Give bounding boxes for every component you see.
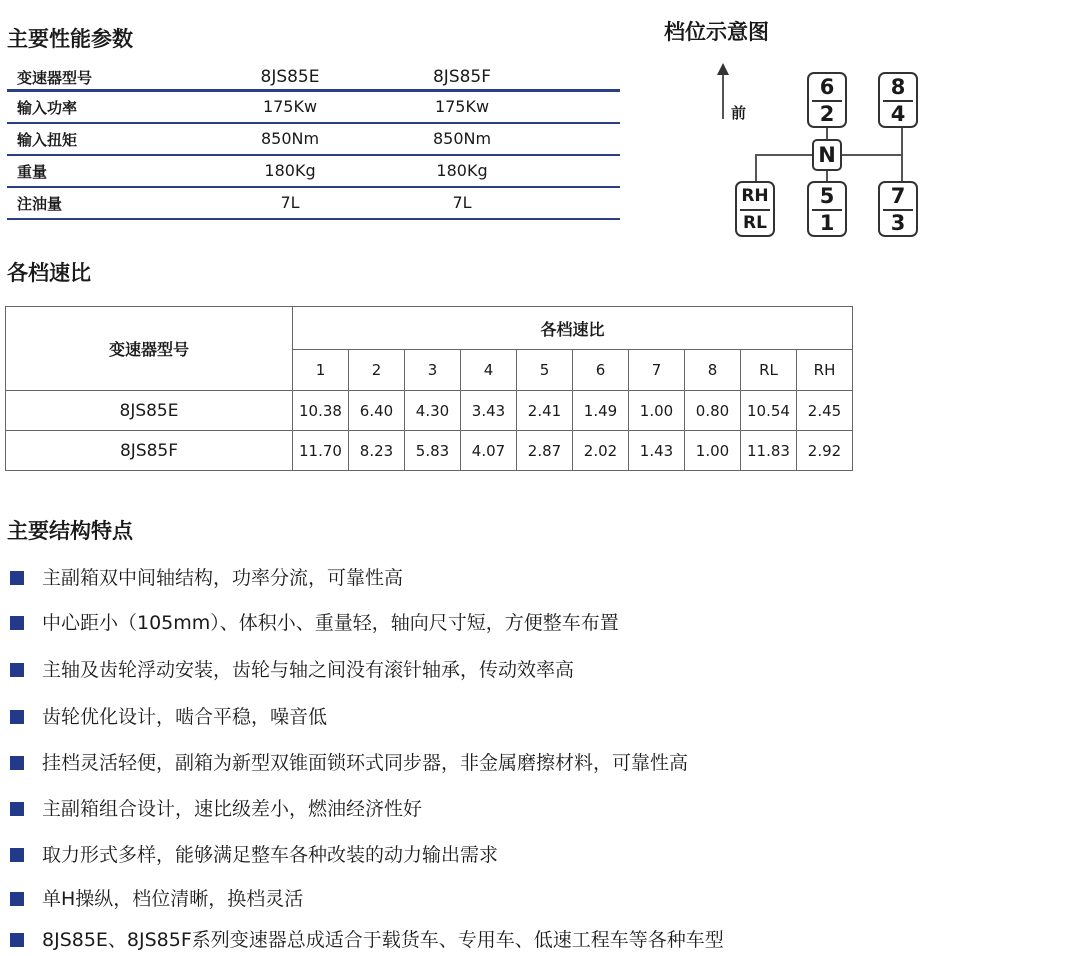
- gear-header: 8: [685, 350, 741, 391]
- gear-label: RH: [741, 186, 769, 206]
- spec-header-f: 8JS85F: [432, 67, 492, 87]
- ratio-cell: 6.40: [349, 391, 405, 431]
- gear-label: 7: [890, 184, 906, 208]
- bullet-square-icon: [10, 892, 24, 906]
- gate-line-left: [755, 154, 757, 182]
- spec-label: 重量: [17, 163, 48, 181]
- list-item: [10, 794, 422, 821]
- gear-label: 1: [819, 211, 835, 235]
- spec-header-row: [7, 62, 620, 92]
- gear-label: 3: [890, 211, 906, 235]
- spec-header-e: 8JS85E: [260, 67, 320, 87]
- gear-box-6-2: [807, 72, 847, 128]
- list-item: [10, 702, 327, 729]
- spec-row: [7, 92, 620, 124]
- gear-header: 7: [629, 350, 685, 391]
- ratio-cell: 10.38: [293, 391, 349, 431]
- feature-text: 取力形式多样，能够满足整车各种改装的动力输出需求: [42, 844, 499, 866]
- gear-box-8-4: [878, 72, 918, 128]
- list-item: [10, 840, 498, 867]
- gear-box-7-3: [878, 181, 918, 237]
- ratio-cell: 1.43: [629, 431, 685, 471]
- gear-header: RH: [797, 350, 853, 391]
- gear-header: 2: [349, 350, 405, 391]
- feature-text: 中心距小（105mm）、体积小、重量轻，轴向尺寸短，方便整车布置: [42, 612, 619, 634]
- spec-table: [7, 62, 620, 220]
- gear-label: 4: [890, 102, 906, 126]
- ratio-cell: 2.41: [517, 391, 573, 431]
- bullet-square-icon: [10, 616, 24, 630]
- spec-label: 输入扭矩: [17, 131, 78, 149]
- bullet-square-icon: [10, 571, 24, 585]
- spec-value-e: 7L: [280, 193, 300, 212]
- gear-box-rh-rl: [735, 181, 775, 237]
- gear-header: RL: [741, 350, 797, 391]
- ratio-group-header: 各档速比: [293, 307, 853, 350]
- list-item: [10, 608, 619, 635]
- gear-header: 4: [461, 350, 517, 391]
- spec-value-f: 7L: [452, 193, 472, 212]
- ratio-cell: 10.54: [741, 391, 797, 431]
- spec-value-e: 180Kg: [264, 161, 316, 180]
- spec-value-f: 180Kg: [436, 161, 488, 180]
- feature-text: 主副箱组合设计，速比级差小，燃油经济性好: [42, 798, 423, 820]
- gear-label: 8: [890, 75, 906, 99]
- gear-label: 6: [819, 75, 835, 99]
- bullet-square-icon: [10, 756, 24, 770]
- ratio-cell: 2.92: [797, 431, 853, 471]
- feature-text: 8JS85E、8JS85F系列变速器总成适合于载货车、专用车、低速工程车等各种车型: [42, 929, 724, 951]
- ratio-cell: 1.00: [629, 391, 685, 431]
- ratio-cell: 2.02: [573, 431, 629, 471]
- ratio-cell: 3.43: [461, 391, 517, 431]
- spec-label: 注油量: [17, 195, 63, 213]
- ratio-cell: 11.83: [741, 431, 797, 471]
- spec-row: [7, 188, 620, 220]
- features-title: 主要结构特点: [7, 519, 133, 543]
- feature-text: 主副箱双中间轴结构，功率分流，可靠性高: [42, 567, 404, 589]
- gear-label: 5: [819, 184, 835, 208]
- gear-diagram-title: 档位示意图: [664, 20, 769, 44]
- gear-label: 2: [819, 102, 835, 126]
- bullet-square-icon: [10, 710, 24, 724]
- ratio-cell: 11.70: [293, 431, 349, 471]
- forward-label: 前: [731, 104, 747, 122]
- neutral-box: N: [812, 139, 842, 171]
- list-item: [10, 748, 688, 775]
- list-item: [10, 655, 574, 682]
- spec-title: 主要性能参数: [7, 27, 133, 51]
- spec-header-model: 变速器型号: [17, 69, 93, 87]
- gear-header: 1: [293, 350, 349, 391]
- spec-value-f: 850Nm: [432, 129, 492, 148]
- spec-label: 输入功率: [17, 99, 78, 117]
- bullet-square-icon: [10, 802, 24, 816]
- gear-header: 5: [517, 350, 573, 391]
- spec-row: [7, 156, 620, 188]
- spec-value-e: 850Nm: [260, 129, 320, 148]
- gear-box-5-1: [807, 181, 847, 237]
- feature-text: 齿轮优化设计，啮合平稳，噪音低: [42, 706, 328, 728]
- ratio-cell: 2.45: [797, 391, 853, 431]
- ratio-table: [5, 306, 853, 471]
- spec-value-e: 175Kw: [262, 97, 318, 116]
- list-item: [10, 563, 403, 590]
- ratio-cell: 2.87: [517, 431, 573, 471]
- spec-row: [7, 124, 620, 156]
- ratio-cell: 8.23: [349, 431, 405, 471]
- ratio-title: 各档速比: [7, 261, 91, 285]
- ratio-cell: 4.30: [405, 391, 461, 431]
- ratio-cell: 1.49: [573, 391, 629, 431]
- bullet-square-icon: [10, 663, 24, 677]
- forward-arrow-shaft: [722, 73, 724, 119]
- list-item: [10, 925, 724, 952]
- ratio-model-header: 变速器型号: [6, 307, 293, 391]
- gear-header: 3: [405, 350, 461, 391]
- gear-header: 6: [573, 350, 629, 391]
- feature-text: 单H操纵，档位清晰，换档灵活: [42, 888, 304, 910]
- ratio-cell: 0.80: [685, 391, 741, 431]
- feature-text: 主轴及齿轮浮动安装，齿轮与轴之间没有滚针轴承，传动效率高: [42, 659, 575, 681]
- bullet-square-icon: [10, 848, 24, 862]
- forward-arrow-icon: [717, 63, 729, 75]
- ratio-cell: 4.07: [461, 431, 517, 471]
- bullet-square-icon: [10, 933, 24, 947]
- ratio-model-cell: 8JS85F: [6, 431, 293, 471]
- ratio-cell: 1.00: [685, 431, 741, 471]
- gate-line-right: [901, 127, 903, 182]
- ratio-cell: 5.83: [405, 431, 461, 471]
- ratio-model-cell: 8JS85E: [6, 391, 293, 431]
- spec-value-f: 175Kw: [434, 97, 490, 116]
- gear-label: RL: [743, 213, 767, 233]
- table-row: [6, 391, 853, 431]
- table-row: [6, 431, 853, 471]
- list-item: [10, 884, 303, 911]
- feature-text: 挂档灵活轻便，副箱为新型双锥面锁环式同步器，非金属磨擦材料，可靠性高: [42, 752, 689, 774]
